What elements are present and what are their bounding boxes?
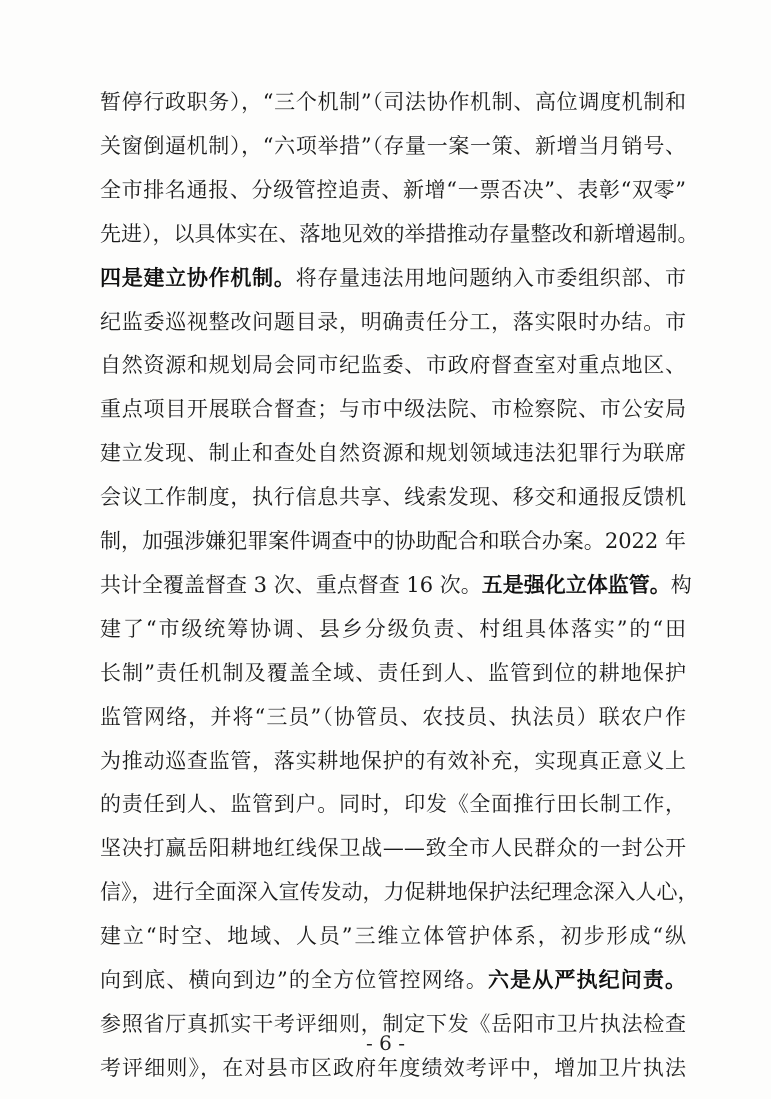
text-line — [100, 611, 686, 647]
text-segment: 共计全覆盖督查 3 次、重点督查 16 次。 — [100, 572, 482, 597]
section-heading: 六是从严执纪问责。 — [488, 968, 687, 992]
text-line — [100, 172, 686, 208]
text-segment: 会议工作制度，执行信息共享、线索发现、移交和通报反馈机 — [100, 485, 686, 510]
text-line — [100, 128, 686, 164]
text-segment: 的责任到人、监管到户。同时，印发《全面推行田长制工作， — [100, 792, 686, 817]
text-segment: 建立“时空、地域、人员”三维立体管护体系，初步形成“纵 — [100, 924, 686, 949]
text-segment: 制，加强涉嫌犯罪案件调查中的协助配合和联合办案。2022 年 — [100, 529, 686, 553]
text-line — [100, 260, 686, 296]
text-segment: 监管网络，并将“三员”（协管员、农技员、执法员）联农户作 — [100, 704, 686, 729]
text-segment: 将存量违法用地问题纳入市委组织部、市 — [295, 265, 686, 290]
text-segment: 先进），以具体实在、落地见效的举措推动存量整改和新增遏制。 — [100, 221, 699, 246]
text-segment: 构 — [670, 572, 692, 597]
text-segment: 建了“市级统筹协调、县乡分级负责、村组具体落实”的“田 — [100, 616, 686, 641]
text-line — [100, 962, 686, 998]
text-line — [100, 567, 692, 603]
text-segment: 纪监委巡视整改问题目录，明确责任分工，落实限时办结。市 — [100, 309, 686, 334]
text-segment: 重点项目开展联合督查；与市中级法院、市检察院、市公安局 — [100, 397, 686, 422]
page-number: - 6 - — [366, 1031, 405, 1055]
section-heading: 四是建立协作机制。 — [100, 265, 296, 290]
text-line — [100, 391, 686, 427]
text-segment: 自然资源和规划局会同市纪监委、市政府督查室对重点地区、 — [100, 353, 686, 378]
text-line — [100, 786, 686, 822]
text-segment: 参照省厅真抓实干考评细则，制定下发《岳阳市卫片执法检查 — [100, 1011, 686, 1036]
text-line — [100, 918, 686, 954]
text-line — [100, 347, 686, 383]
text-line — [100, 743, 686, 779]
text-line — [100, 699, 686, 735]
text-segment: 为推动巡查监管，落实耕地保护的有效补充，实现真正意义上 — [100, 748, 686, 773]
text-line — [100, 435, 686, 471]
text-segment: 建立发现、制止和查处自然资源和规划领域违法犯罪行为联席 — [100, 441, 686, 466]
text-line — [100, 830, 686, 866]
text-segment: 坚决打赢岳阳耕地红线保卫战——致全市人民群众的一封公开 — [100, 836, 686, 861]
text-segment: 信》，进行全面深入宣传发动，力促耕地保护法纪理念深入人心， — [100, 880, 699, 905]
text-line — [100, 479, 686, 515]
text-line — [100, 216, 699, 252]
text-segment: 考评细则》，在对县市区政府年度绩效考评中，增加卫片执法 — [100, 1055, 686, 1080]
text-line — [100, 84, 686, 120]
text-segment: 关窗倒逼机制），“六项举措”（存量一案一策、新增当月销号、 — [100, 133, 686, 158]
section-heading: 五是强化立体监管。 — [481, 572, 671, 597]
text-line — [100, 655, 686, 691]
text-line — [100, 523, 686, 559]
text-segment: 长制”责任机制及覆盖全域、责任到人、监管到位的耕地保护 — [100, 660, 686, 685]
text-line — [100, 874, 699, 910]
text-segment: 暂停行政职务），“三个机制”（司法协作机制、高位调度机制和 — [100, 90, 686, 114]
text-segment: 全市排名通报、分级管控追责、新增“一票否决”、表彰“双零” — [100, 177, 686, 202]
text-segment: 向到底、横向到边”的全方位管控网络。 — [100, 968, 488, 992]
text-line — [100, 304, 686, 340]
